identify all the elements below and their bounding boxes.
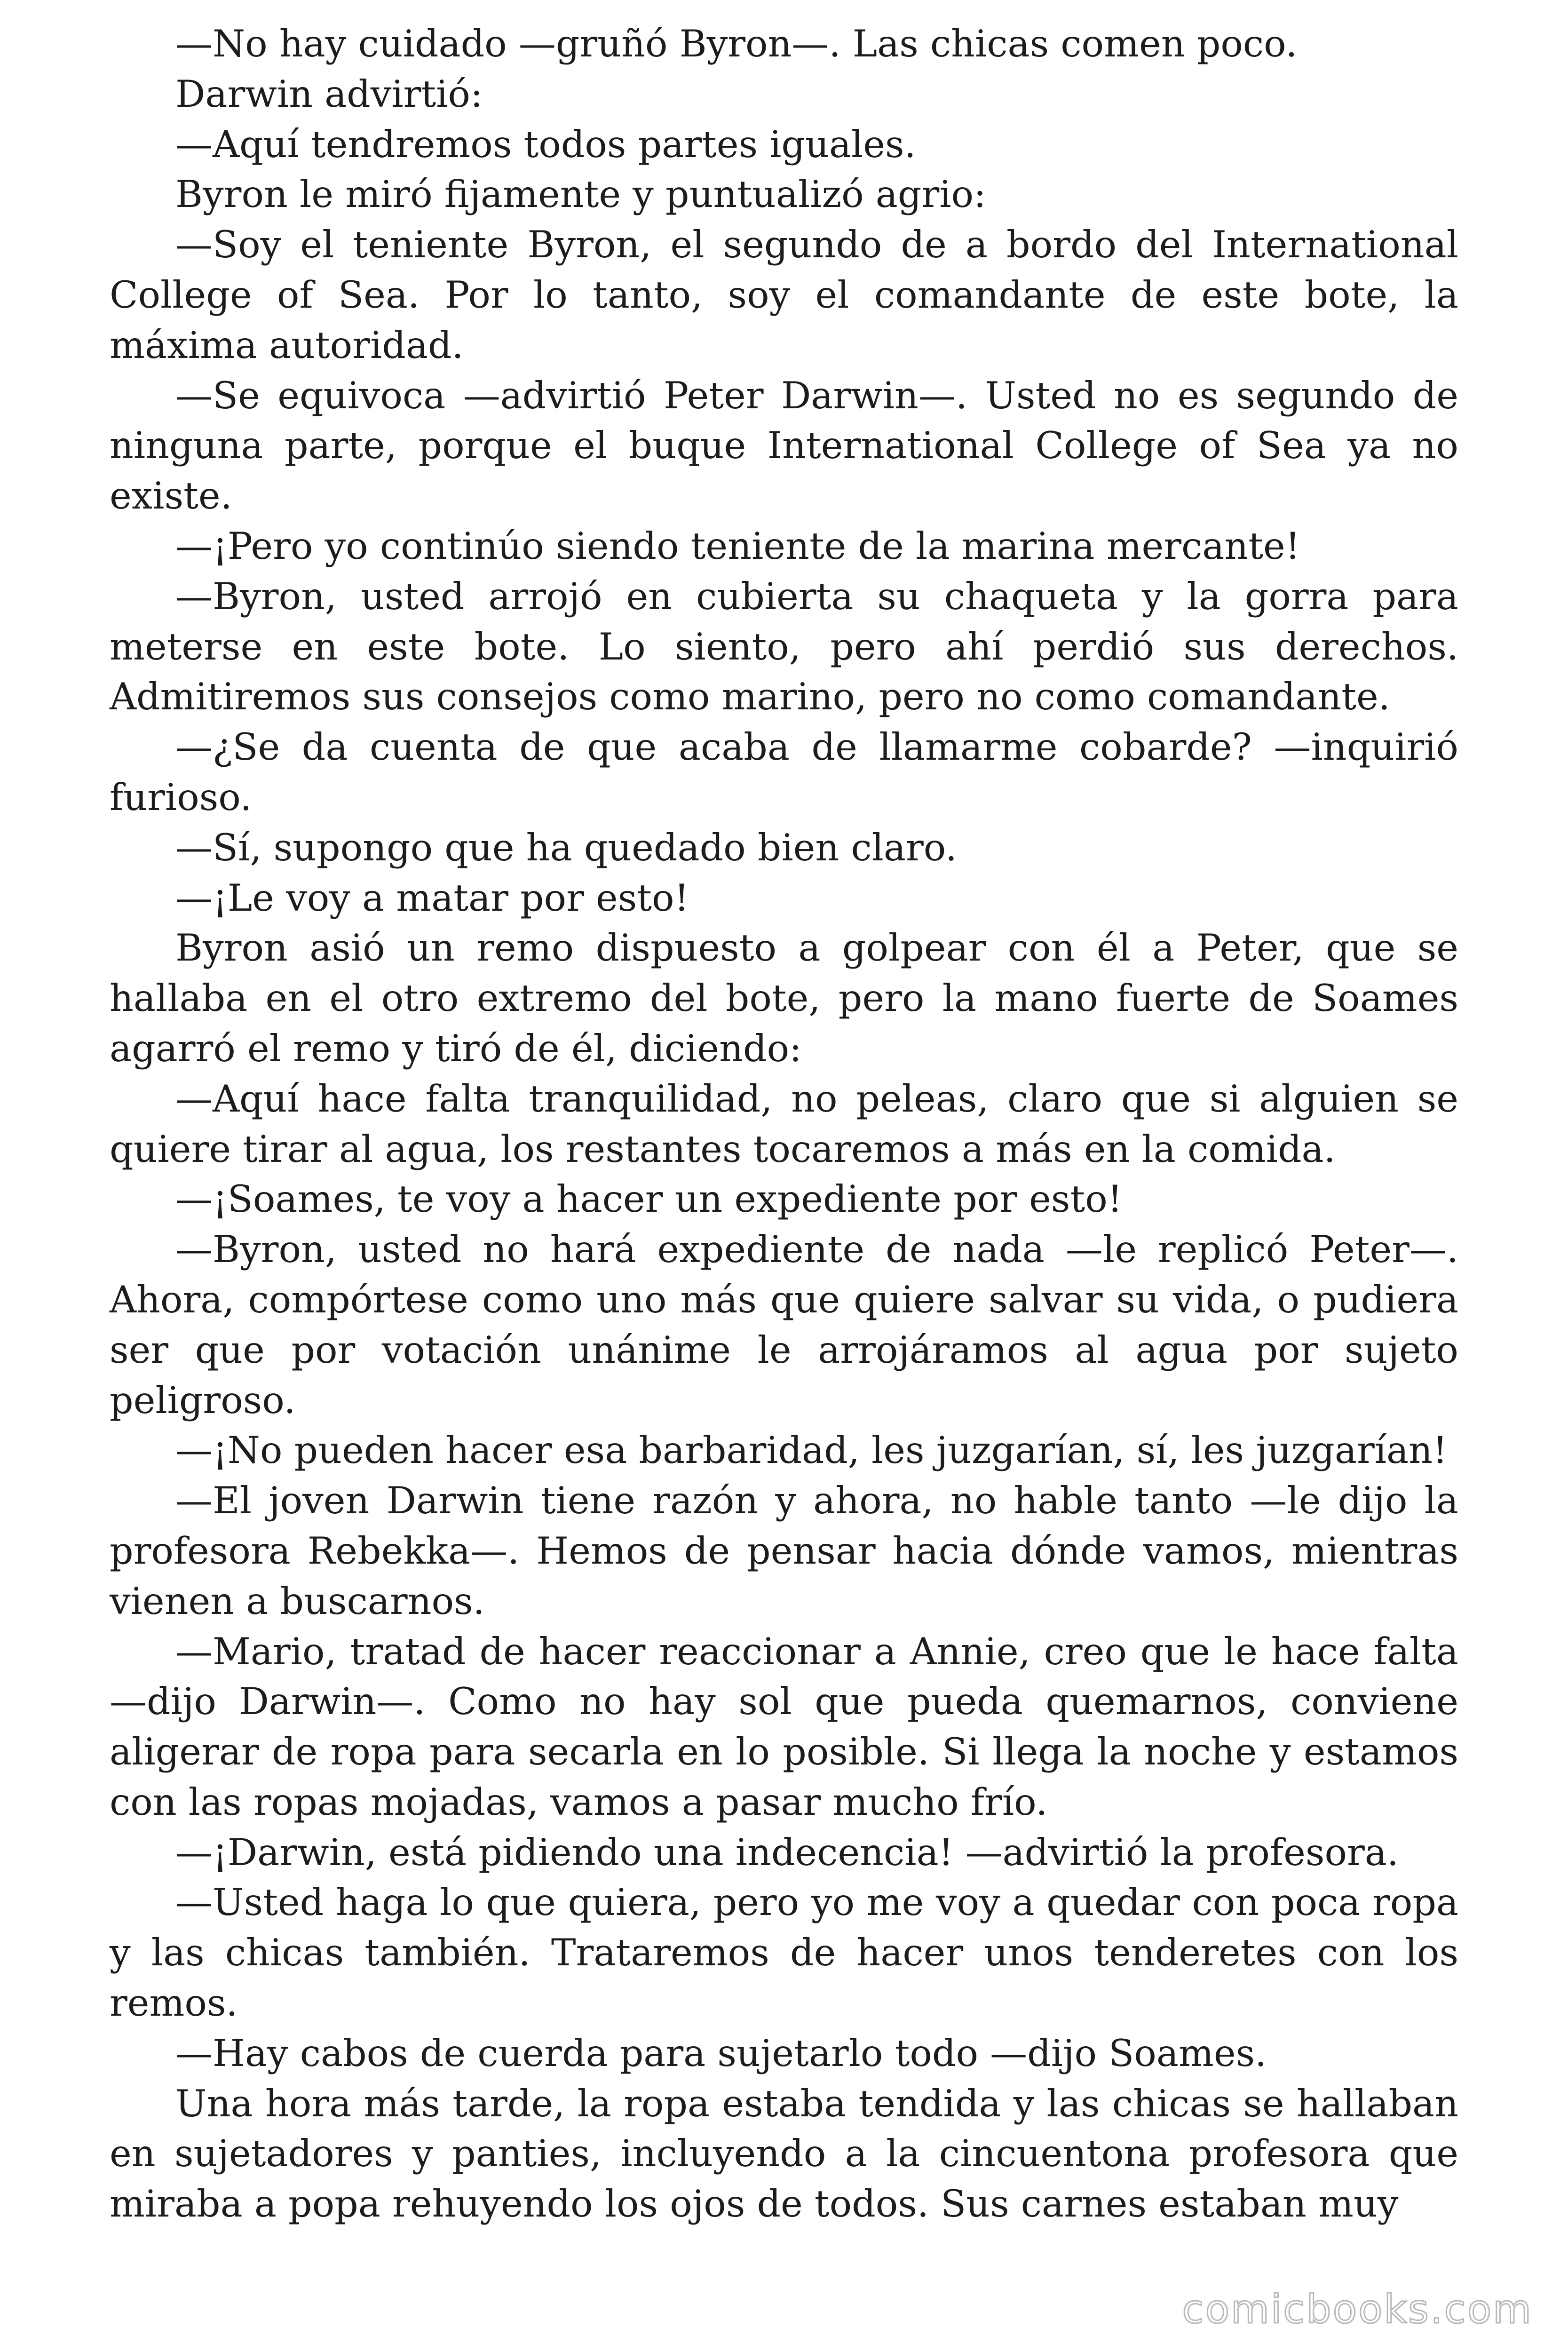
- paragraph: —No hay cuidado —gruñó Byron—. Las chicas comen poco.: [175, 22, 1298, 65]
- paragraph: —El joven Darwin tiene razón y ahora, no hable tanto —le dijo la profesora Rebekka—. Hemos de pensar hacia dónde vamos, mientras vienen a buscarnos.: [110, 1479, 1458, 1623]
- paragraph: —¡Le voy a matar por esto!: [175, 876, 689, 920]
- paragraph: —Byron, usted arrojó en cubierta su chaqueta y la gorra para meterse en este bote. Lo siento, pero ahí perdió sus derechos. Admitiremos sus consejos como marino, pero no como comandante.: [110, 574, 1458, 719]
- paragraph: Byron asió un remo dispuesto a golpear con él a Peter, que se hallaba en el otro extremo del bote, pero la mano fuerte de Soames agarró el remo y tiró de él, diciendo:: [110, 926, 1458, 1070]
- paragraph: Darwin advirtió:: [175, 72, 483, 116]
- paragraph: —Hay cabos de cuerda para sujetarlo todo —dijo Soames.: [175, 2031, 1267, 2075]
- paragraph: —Aquí hace falta tranquilidad, no peleas, claro que si alguien se quiere tirar al agua, los restantes tocaremos a más en la comida.: [110, 1077, 1458, 1171]
- paragraph: —Sí, supongo que ha quedado bien claro.: [175, 826, 958, 869]
- paragraph: Byron le miró fijamente y puntualizó agrio:: [175, 173, 986, 216]
- paragraph: —¡Pero yo continúo siendo teniente de la marina mercante!: [175, 524, 1300, 568]
- paragraph: —Aquí tendremos todos partes iguales.: [175, 122, 916, 166]
- watermark: comicbooks.com: [1182, 2286, 1533, 2332]
- paragraph: —¡Soames, te voy a hacer un expediente por esto!: [175, 1177, 1123, 1221]
- paragraph: Una hora más tarde, la ropa estaba tendida y las chicas se hallaban en sujetadores y panties, incluyendo a la cincuentona profesora que miraba a popa rehuyendo los ojos de todos. Sus carnes estaban muy: [110, 2082, 1458, 2226]
- book-page: [110, 19, 1458, 2324]
- paragraph: —¿Se da cuenta de que acaba de llamarme cobarde? —inquirió furioso.: [110, 725, 1458, 819]
- paragraph: —Soy el teniente Byron, el segundo de a bordo del International College of Sea. Por lo tanto, soy el comandante de este bote, la máxima autoridad.: [110, 223, 1458, 367]
- paragraph: —¡Darwin, está pidiendo una indecencia! —advirtió la profesora.: [175, 1830, 1399, 1874]
- paragraph: —Se equivoca —advirtió Peter Darwin—. Usted no es segundo de ninguna parte, porque el buque International College of Sea ya no existe.: [110, 373, 1458, 518]
- paragraph: —Usted haga lo que quiera, pero yo me voy a quedar con poca ropa y las chicas también. Trataremos de hacer unos tenderetes con los remos.: [110, 1881, 1458, 2025]
- paragraph: —Byron, usted no hará expediente de nada —le replicó Peter—. Ahora, compórtese como uno más que quiere salvar su vida, o pudiera ser que por votación unánime le arrojáramos al agua por sujeto peligroso.: [110, 1228, 1458, 1422]
- paragraph: —Mario, tratad de hacer reaccionar a Annie, creo que le hace falta —dijo Darwin—. Como no hay sol que pueda quemarnos, conviene aligerar de ropa para secarla en lo posible. Si llega la noche y estamos con las ropas mojadas, vamos a pasar mucho frío.: [110, 1629, 1458, 1824]
- paragraph: —¡No pueden hacer esa barbaridad, les juzgarían, sí, les juzgarían!: [175, 1429, 1448, 1472]
